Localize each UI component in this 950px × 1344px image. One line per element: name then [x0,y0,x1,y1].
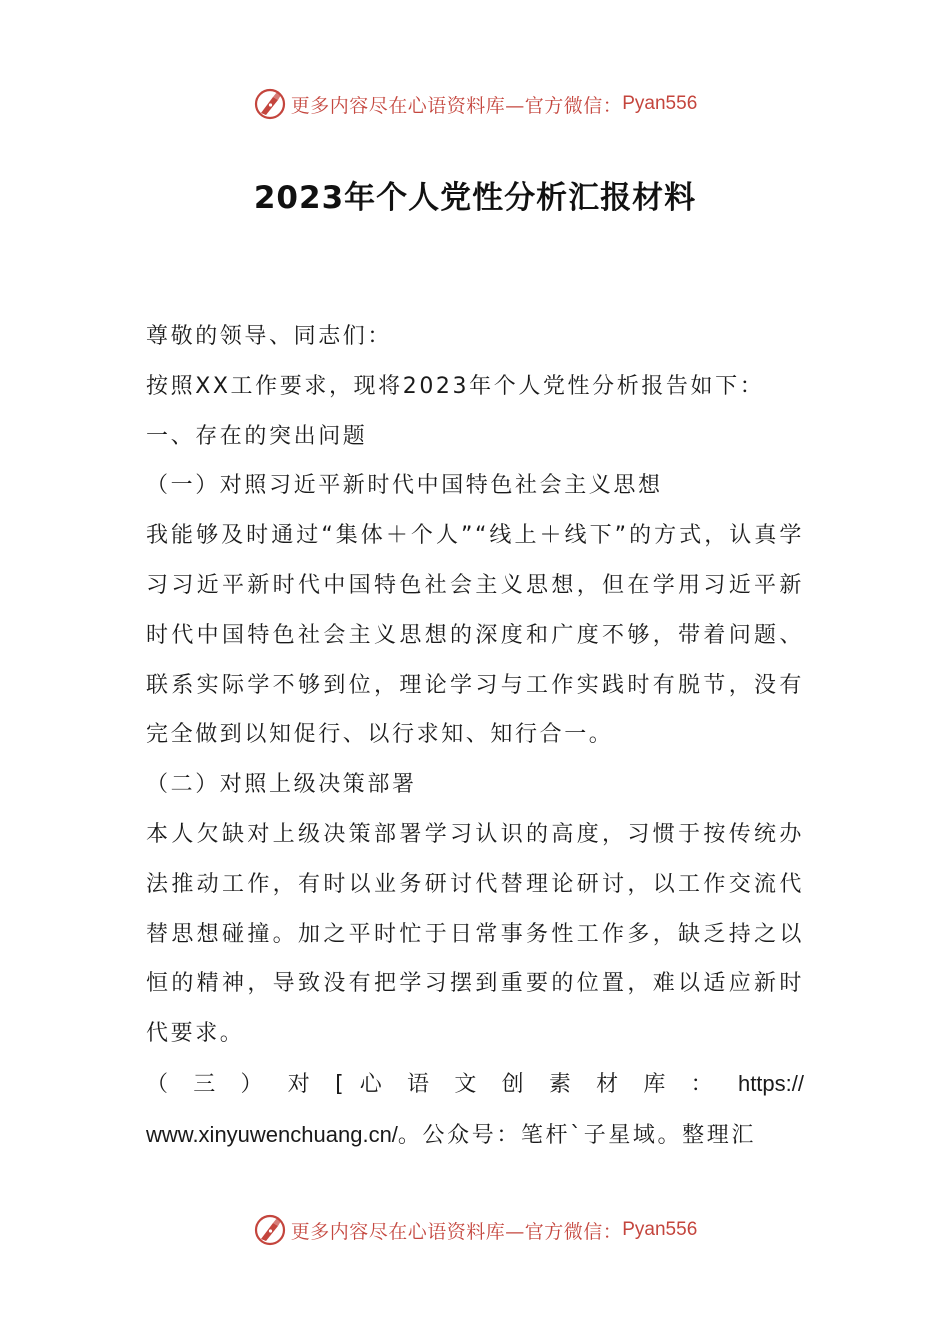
paragraph-suffix: 。公众号：笔杆`子星域。整理汇 [397,1122,756,1148]
header-watermark-banner [0,84,950,124]
intro-paragraph: 按照XX工作要求，现将2023年个人党性分析报告如下： [146,373,765,399]
subsection-heading: （二）对照上级决策部署 [146,772,417,798]
wechat-id: Pyan556 [622,93,698,114]
paragraph [146,1110,804,1161]
wechat-id: Pyan556 [622,1219,698,1240]
paragraph: 我能够及时通过“集体＋个人”“线上＋线下”的方式，认真学习习近平新时代中国特色社会主义思想，但在学用习近平新时代中国特色社会主义思想的深度和广度不够，带着问题、联系实际学不够到位，理论学习与工作实践时有脱节，没有完全做到以知促行、以行求知、知行合一。 [146,523,804,748]
paragraph: 本人欠缺对上级决策部署学习认识的高度，习惯于按传统办法推动工作，有时以业务研讨代替理论研讨，以工作交流代替思想碰撞。加之平时忙于日常事务性工作多，缺乏持之以恒的精神，导致没有把学习摆到重要的位置，难以适应新时代要求。 [146,821,804,1047]
footer-watermark-banner [0,1210,950,1250]
watermark-text: 更多内容尽在心语资料库—官方微信： [290,94,623,117]
document-title: 2023年个人党性分析汇报材料 [253,180,697,216]
document-body [146,312,804,1161]
url-link: https:// [737,1070,804,1096]
url-link: www.xinyuwenchuang.cn/ [146,1121,398,1147]
pen-nib-circle-icon [253,1213,287,1247]
subsection-heading: （一）对照习近平新时代中国特色社会主义思想 [146,473,663,499]
subsection-prefix: （ 三 ） 对 [ 心 语 文 创 素 材 库 ： [146,1071,722,1097]
subsection-heading [146,1059,804,1110]
salutation: 尊敬的领导、同志们： [146,324,393,349]
section-heading: 一、存在的突出问题 [146,423,368,449]
pen-nib-circle-icon [253,87,287,121]
watermark-text: 更多内容尽在心语资料库—官方微信： [290,1220,623,1243]
